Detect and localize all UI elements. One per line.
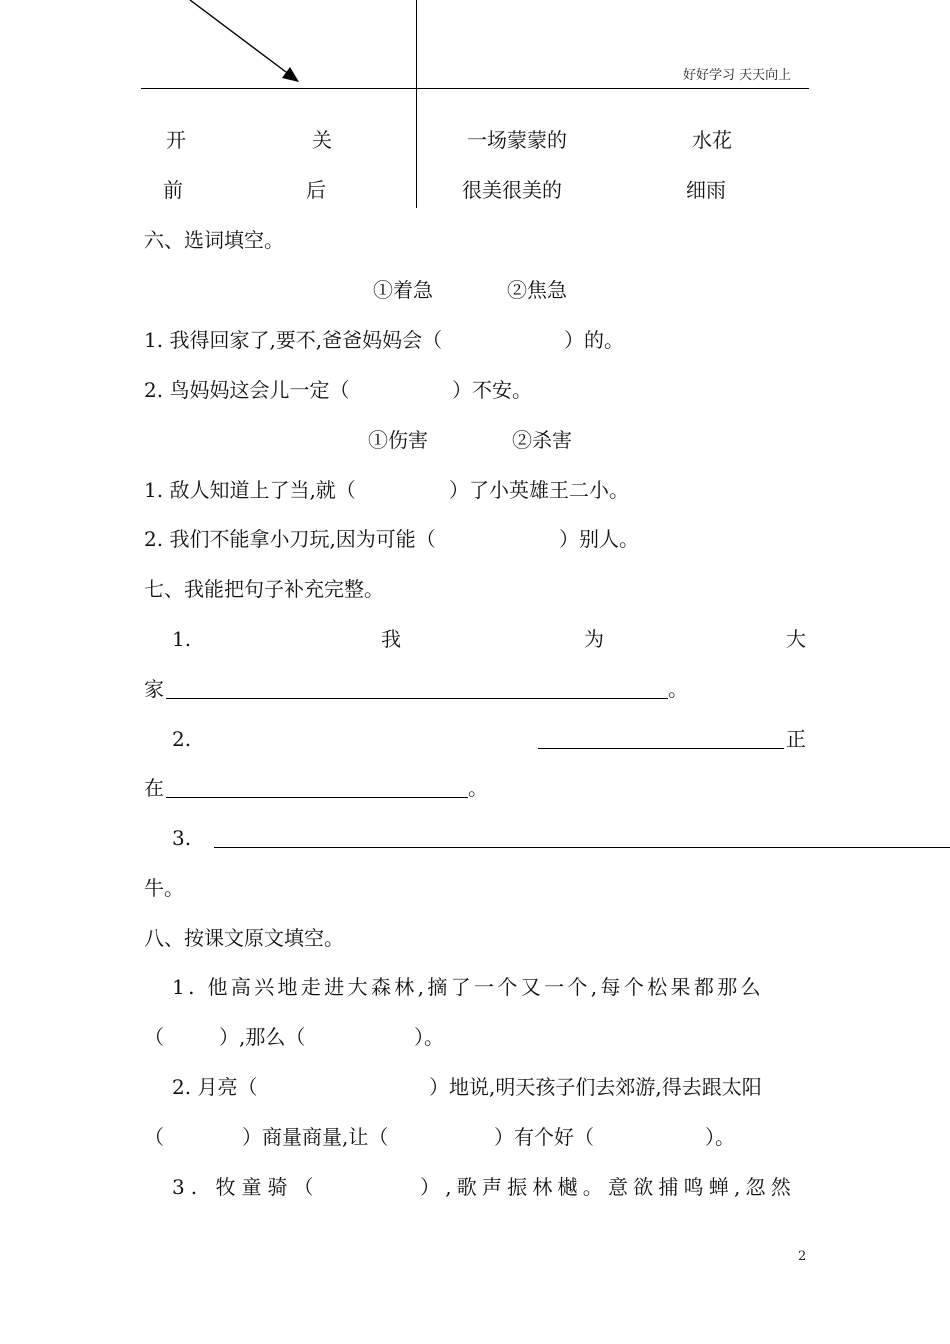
s7-q1-line2-end: 。 xyxy=(668,677,688,701)
s7-q3-num: 3. xyxy=(172,826,192,850)
s7-q1-w1: 我 xyxy=(381,627,401,651)
s6-q3-part1: 1. 敌人知道上了当,就（ xyxy=(144,478,356,502)
s8-q3-p2: ）,歌声振林樾。意欲捕鸣蝉,忽然 xyxy=(420,1175,796,1199)
section6-title: 六、选词填空。 xyxy=(144,228,284,252)
s7-q3-blank xyxy=(214,847,950,848)
match-right-2a: 很美很美的 xyxy=(462,178,562,202)
s7-q3-line2: 牛。 xyxy=(144,876,184,900)
s7-q1-w3: 大 xyxy=(786,627,806,651)
table-divider-vertical xyxy=(416,0,417,208)
s6-q1-part1: 1. 我得回家了,要不,爸爸妈妈会（ xyxy=(144,328,443,352)
section6-option-1: ①着急 xyxy=(373,278,433,302)
s8-q1-p1: （ xyxy=(144,1025,164,1049)
s7-q1-blank xyxy=(166,698,668,699)
s6-q2-part2: ）不安。 xyxy=(452,378,532,402)
table-divider-horizontal xyxy=(141,88,809,89)
s7-q2-line2-end: 。 xyxy=(468,776,488,800)
s8-q2-p2: ）地说,明天孩子们去郊游,得去跟太阳 xyxy=(429,1075,762,1099)
match-right-1b: 水花 xyxy=(692,128,732,152)
header-motto: 好好学习 天天向上 xyxy=(683,68,792,83)
s8-q1-line1: 1. 他高兴地走进大森林,摘了一个又一个,每个松果都那么 xyxy=(172,975,764,999)
s6-q1-part2: ）的。 xyxy=(564,328,624,352)
s7-q2-blank-2 xyxy=(166,797,468,798)
s8-q1-p3: ）。 xyxy=(414,1025,444,1049)
s6-q3-part2: ）了小英雄王二小。 xyxy=(449,478,629,502)
s6-q4-part1: 2. 我们不能拿小刀玩,因为可能（ xyxy=(144,527,436,551)
s7-q1-w2: 为 xyxy=(584,627,604,651)
s6-q4-part2: ）别人。 xyxy=(559,527,639,551)
match-right-1a: 一场蒙蒙的 xyxy=(467,128,567,152)
s8-q2-p6: ）。 xyxy=(705,1125,735,1149)
match-left-1b: 关 xyxy=(312,128,332,152)
match-left-1a: 开 xyxy=(166,128,186,152)
page-number: 2 xyxy=(798,1249,807,1264)
section6-option-4: ②杀害 xyxy=(512,428,572,452)
s7-q2-blank-1 xyxy=(538,748,784,749)
s7-q1-line2-start: 家 xyxy=(144,677,164,701)
s8-q3-p1: 3. 牧童骑（ xyxy=(172,1175,320,1199)
match-right-2b: 细雨 xyxy=(686,178,726,202)
section6-option-2: ②焦急 xyxy=(507,278,567,302)
match-left-2a: 前 xyxy=(163,178,183,202)
matching-arrow xyxy=(180,0,310,90)
section6-option-3: ①伤害 xyxy=(368,428,428,452)
s7-q2-line2-start: 在 xyxy=(144,776,164,800)
s7-q1-num: 1. xyxy=(172,627,192,651)
s8-q1-p2: ）,那么（ xyxy=(219,1025,306,1049)
s8-q2-p1: 2. 月亮（ xyxy=(172,1075,258,1099)
match-left-2b: 后 xyxy=(306,178,326,202)
section7-title: 七、我能把句子补充完整。 xyxy=(144,577,384,601)
s8-q2-p3: （ xyxy=(144,1125,164,1149)
s8-q2-p5: ）有个好（ xyxy=(494,1125,594,1149)
section8-title: 八、按课文原文填空。 xyxy=(144,926,344,950)
s6-q2-part1: 2. 鸟妈妈这会儿一定（ xyxy=(144,378,350,402)
s7-q2-num: 2. xyxy=(172,727,192,751)
s7-q2-end: 正 xyxy=(786,727,806,751)
s8-q2-p4: ）商量商量,让（ xyxy=(242,1125,389,1149)
